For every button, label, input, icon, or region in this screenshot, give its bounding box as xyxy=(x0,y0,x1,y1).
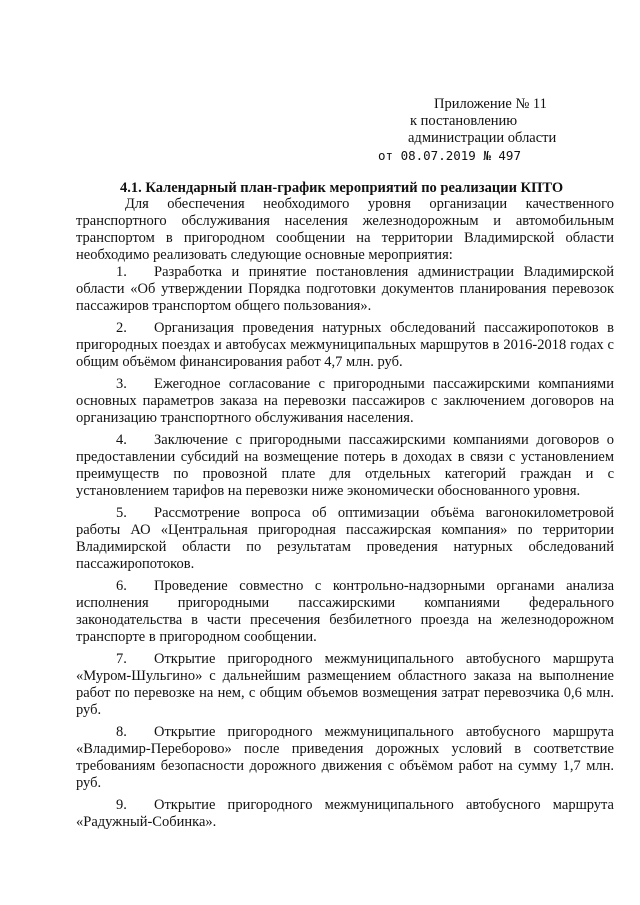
item-text: Проведение совместно с контрольно-надзорными органами анализа исполнения пригородными пассажирскими компаниями федерального законодательства в части пресечения безбилетного проезда на железнодорожном транспорте в пригородном сообщении. xyxy=(76,578,614,645)
item-text: Рассмотрение вопроса об оптимизации объёма вагонокилометровой работы АО «Центральная пригородная пассажирская компания» по территории Владимирской области по результатам проведения натурных обследований пассажиропотоков. xyxy=(76,505,614,572)
item-number: 4. xyxy=(116,432,127,448)
item-text: Открытие пригородного межмуниципального автобусного маршрута «Муром-Шульгино» с дальнейшим размещением областного заказа на выполнение работ по перевозке на нем, с общим объемов возмещения затрат перевозчика 0,6 млн. руб. xyxy=(76,651,614,718)
list-item xyxy=(76,320,614,371)
appendix-authority: администрации области xyxy=(408,130,557,146)
list-item xyxy=(76,432,614,500)
item-number: 5. xyxy=(116,505,127,521)
appendix-header xyxy=(350,96,610,164)
list-item xyxy=(76,376,614,427)
item-text: Заключение с пригородными пассажирскими компаниями договоров о предоставлении субсидий на возмещение потерь в доходах в связи с установлением преимуществ по провозной плате для отдельных категорий граждан и с установлением тарифов на перевозки ниже экономически обоснованного уровня. xyxy=(76,432,614,499)
section-title: 4.1. Календарный план-график мероприятий по реализации КПТО xyxy=(120,180,564,196)
document-body xyxy=(76,196,614,836)
appendix-number: Приложение № 11 xyxy=(434,96,547,112)
list-item xyxy=(76,505,614,573)
appendix-date: от 08.07.2019 № 497 xyxy=(378,148,521,163)
item-number: 8. xyxy=(116,724,127,740)
intro-paragraph: Для обеспечения необходимого уровня организации качественного транспортного обслуживания населения железнодорожным и автомобильным транспортом в пригородном сообщении на территории Владимирской области необходимо реализовать следующие основные мероприятия: xyxy=(76,196,614,263)
item-number: 3. xyxy=(116,376,127,392)
item-number: 7. xyxy=(116,651,127,667)
item-text: Организация проведения натурных обследований пассажиропотоков в пригородных поездах и автобусах межмуниципальных маршрутов в 2016-2018 годах с общим объёмом финансирования работ 4,7 млн. руб. xyxy=(76,320,614,370)
item-number: 6. xyxy=(116,578,127,594)
item-number: 9. xyxy=(116,797,127,813)
list-item xyxy=(76,797,614,831)
list-item xyxy=(76,264,614,315)
item-number: 1. xyxy=(116,264,127,280)
list-item xyxy=(76,578,614,646)
item-text: Открытие пригородного межмуниципального автобусного маршрута «Радужный-Собинка». xyxy=(76,797,614,830)
item-number: 2. xyxy=(116,320,127,336)
list-item xyxy=(76,651,614,719)
item-text: Открытие пригородного межмуниципального автобусного маршрута «Владимир-Переборово» после приведения дорожных условий в соответствие требованиям безопасности дорожного движения с объёмом работ на сумму 1,7 млн. руб. xyxy=(76,724,614,791)
item-text: Разработка и принятие постановления администрации Владимирской области «Об утверждении Порядка подготовки документов планирования перевозок пассажиров транспортом общего пользования». xyxy=(76,264,614,314)
list-item xyxy=(76,724,614,792)
item-text: Ежегодное согласование с пригородными пассажирскими компаниями основных параметров заказа на перевозки пассажиров с заключением договоров на организацию транспортного обслуживания населения. xyxy=(76,376,614,426)
appendix-reference: к постановлению xyxy=(410,113,518,129)
